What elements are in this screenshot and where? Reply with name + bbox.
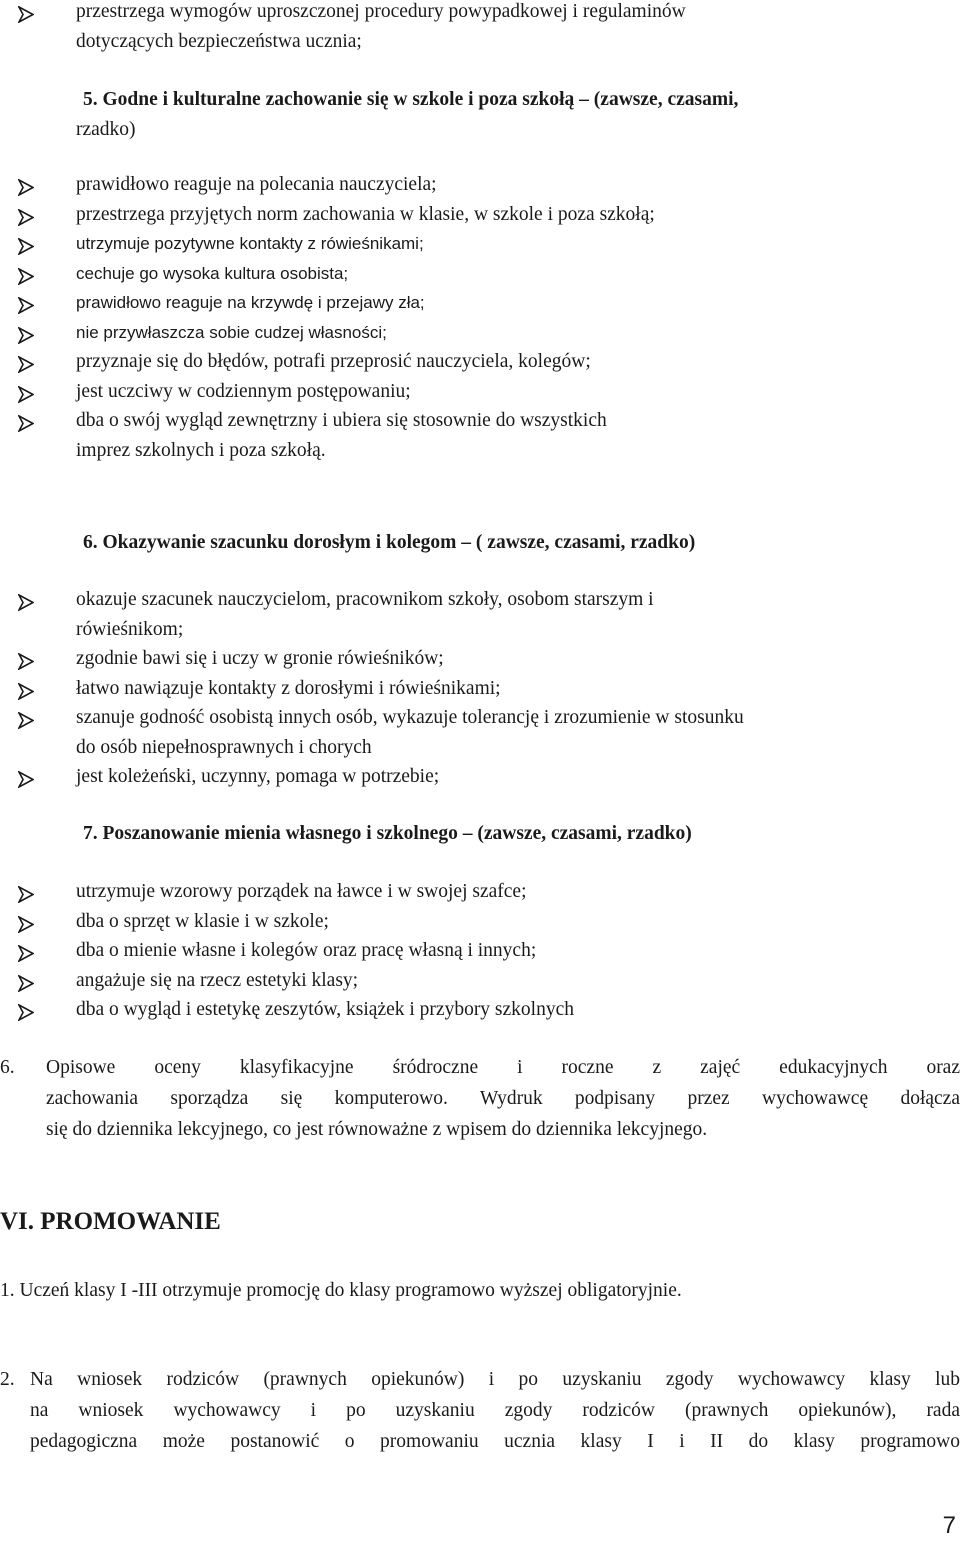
arrow-bullet-icon xyxy=(18,268,34,285)
bullet-text: angażuje się na rzecz estetyki klasy; xyxy=(76,969,359,991)
arrow-bullet-icon xyxy=(18,209,34,226)
section-title: Poszanowanie mienia własnego i szkolnego – (zawsze, czasami, rzadko) xyxy=(102,823,692,844)
bullet-text: rówieśnikom; xyxy=(76,619,184,640)
bullet-text: przyznaje się do błędów, potrafi przeprosić nauczyciela, kolegów; xyxy=(76,351,591,372)
bullet-text: łatwo nawiązuje kontakty z dorosłymi i rówieśnikami; xyxy=(76,677,501,699)
paragraph-line: Na wniosek rodziców (prawnych opiekunów) i po uzyskaniu zgody wychowawcy klasy lub xyxy=(30,1369,960,1390)
arrow-bullet-icon xyxy=(18,386,34,403)
section-number: 7. xyxy=(83,823,98,844)
paragraph-line: na wniosek wychowawcy i po uzyskaniu zgody rodziców (prawnych opiekunów), rada xyxy=(30,1400,960,1421)
bullet-text: jest koleżeński, uczynny, pomaga w potrzebie; xyxy=(76,766,440,787)
bullet-text: dba o swój wygląd zewnętrzny i ubiera się stosownie do wszystkich xyxy=(76,410,607,431)
section-title: Okazywanie szacunku dorosłym i kolegom – ( zawsze, czasami, rzadko) xyxy=(102,532,696,553)
paragraph xyxy=(46,1052,960,1145)
arrow-bullet-icon xyxy=(18,297,34,314)
arrow-bullet-icon xyxy=(18,683,34,700)
bullet-text: dba o sprzęt w klasie i w szkole; xyxy=(76,910,329,932)
bullet-text: do osób niepełnosprawnych i chorych xyxy=(76,737,372,758)
bullet-text: nie przywłaszcza sobie cudzej własności; xyxy=(76,322,387,342)
arrow-bullet-icon xyxy=(18,945,34,962)
arrow-bullet-icon xyxy=(18,975,34,992)
section-number: 5. xyxy=(83,89,98,110)
chapter-title: VI. PROMOWANIE xyxy=(0,1208,221,1235)
paragraph-number: 6. xyxy=(0,1057,15,1078)
bullet-text: imprez szkolnych i poza szkołą. xyxy=(76,440,326,461)
arrow-bullet-icon xyxy=(18,327,34,344)
bullet-text: szanuje godność osobistą innych osób, wykazuje tolerancję i zrozumienie w stosunku xyxy=(76,707,744,728)
arrow-bullet-icon xyxy=(18,356,34,373)
bullet-text: cechuje go wysoka kultura osobista; xyxy=(76,263,349,283)
arrow-bullet-icon xyxy=(18,653,34,670)
paragraph-line: pedagogiczna może postanowić o promowaniu ucznia klasy I i II do klasy programowo xyxy=(30,1431,960,1452)
bullet-text: jest uczciwy w codziennym postępowaniu; xyxy=(76,380,411,402)
bullet-text: utrzymuje pozytywne kontakty z rówieśnikami; xyxy=(76,234,424,253)
arrow-bullet-icon xyxy=(18,179,34,196)
section-title-cont: rzadko) xyxy=(76,119,136,140)
bullet-text: prawidłowo reaguje na krzywdę i przejawy zła; xyxy=(76,293,425,312)
section-heading xyxy=(83,85,738,115)
arrow-bullet-icon xyxy=(18,886,34,903)
section-title: Godne i kulturalne zachowanie się w szkole i poza szkołą – (zawsze, czasami, xyxy=(102,89,739,110)
page-number: 7 xyxy=(942,1512,956,1539)
arrow-bullet-icon xyxy=(18,415,34,432)
paragraph: 1. Uczeń klasy I -III otrzymuje promocję do klasy programowo wyższej obligatoryjnie. xyxy=(0,1280,682,1301)
bullet-text: prawidłowo reaguje na polecania nauczyciela; xyxy=(76,174,437,195)
paragraph xyxy=(30,1364,960,1457)
paragraph-line: zachowania sporządza się komputerowo. Wydruk podpisany przez wychowawcę dołącza xyxy=(46,1088,960,1109)
paragraph-line: Opisowe oceny klasyfikacyjne śródroczne i roczne z zajęć edukacyjnych oraz xyxy=(46,1057,960,1078)
paragraph-line: się do dziennika lekcyjnego, co jest równoważne z wpisem do dziennika lekcyjnego. xyxy=(46,1119,708,1140)
bullet-text: utrzymuje wzorowy porządek na ławce i w swojej szafce; xyxy=(76,881,527,902)
bullet-text: przestrzega przyjętych norm zachowania w klasie, w szkole i poza szkołą; xyxy=(76,203,655,225)
arrow-bullet-icon xyxy=(18,594,34,611)
bullet-text: okazuje szacunek nauczycielom, pracownikom szkoły, osobom starszym i xyxy=(76,589,654,610)
arrow-bullet-icon xyxy=(18,712,34,729)
arrow-bullet-icon xyxy=(18,771,34,788)
section-heading xyxy=(83,819,692,849)
bullet-text: przestrzega wymogów uproszczonej procedury powypadkowej i regulaminów xyxy=(76,1,686,22)
bullet-text: dba o wygląd i estetykę zeszytów, książek i przybory szkolnych xyxy=(76,999,575,1020)
bullet-text: dotyczących bezpieczeństwa ucznia; xyxy=(76,31,362,52)
section-number: 6. xyxy=(83,532,98,553)
arrow-bullet-icon xyxy=(18,1004,34,1021)
arrow-bullet-icon xyxy=(18,6,34,23)
section-heading xyxy=(83,528,695,558)
arrow-bullet-icon xyxy=(18,916,34,933)
bullet-text: dba o mienie własne i kolegów oraz pracę własną i innych; xyxy=(76,940,537,961)
arrow-bullet-icon xyxy=(18,238,34,255)
paragraph-number: 2. xyxy=(0,1369,15,1390)
bullet-text: zgodnie bawi się i uczy w gronie rówieśników; xyxy=(76,648,444,669)
